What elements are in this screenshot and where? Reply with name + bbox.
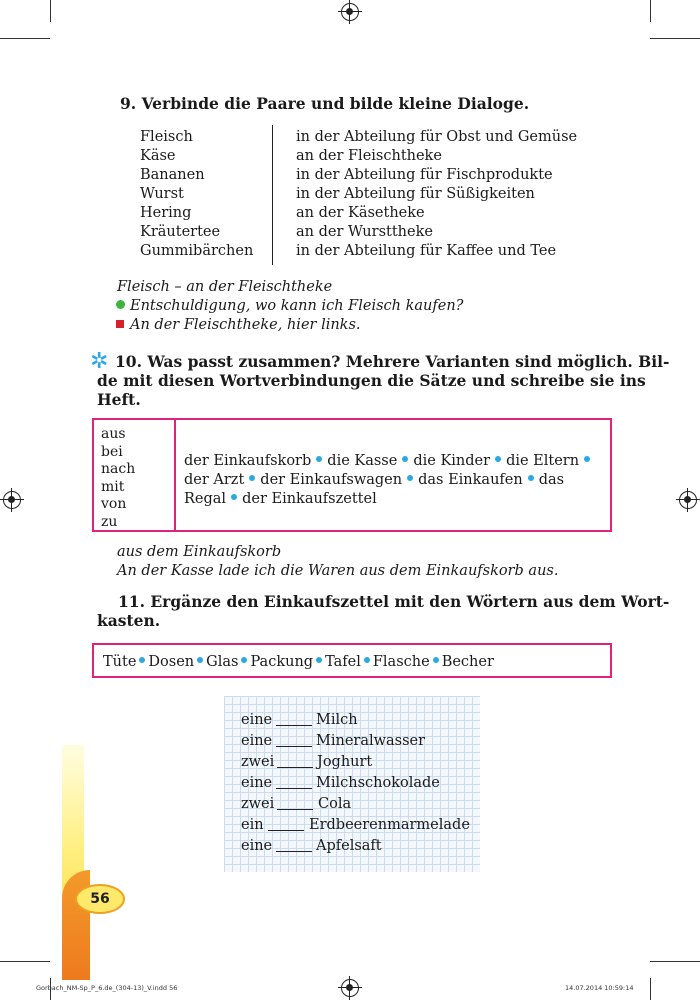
word-box [92,643,612,678]
word-item: Tafel [325,654,361,670]
asterisk-star-icon: ✲ [90,349,109,374]
list-noun: Milchschokolade [316,775,440,791]
crop-mark [650,0,651,22]
preposition-item: nach [101,461,136,477]
registration-mark-icon [341,979,359,997]
preposition-item: aus [101,426,126,442]
word-item: Packung [250,654,314,670]
blue-dot-separator-icon [433,657,439,663]
red-square-bullet-icon [116,320,124,328]
list-article: eine [241,775,273,791]
blue-dot-separator-icon [316,456,322,462]
list-noun: Joghurt [317,754,373,770]
noun-item: die Kasse [327,453,398,469]
noun-item: der Einkaufskorb [184,453,312,469]
pairs-divider [272,125,273,265]
word-item: Dosen [148,654,195,670]
green-bullet-icon [116,300,125,309]
fill-in-blank[interactable] [276,725,312,726]
list-article: eine [241,733,273,749]
pair-left-item: Wurst [140,186,184,202]
pairs-right-column [296,128,577,261]
list-noun: Cola [318,796,352,812]
prepositions-column [94,420,176,530]
crop-mark [650,38,700,39]
blue-dot-separator-icon [495,456,501,462]
list-article: eine [241,838,273,854]
exercise-10-heading-line2: de mit diesen Wortverbindungen die Sätze und schreibe sie ins [97,371,646,390]
list-noun: Milch [316,712,358,728]
word-item: Tüte [103,654,137,670]
crop-mark [650,961,700,962]
registration-mark-icon [679,491,697,509]
page-number-badge: 56 [75,884,125,914]
pair-left-item: Bananen [140,167,205,183]
preposition-item: zu [101,513,118,530]
pair-right-item: in der Abteilung für Kaffee und Tee [296,243,557,259]
nouns-column [184,452,608,509]
blue-dot-separator-icon [364,657,370,663]
fill-in-blank[interactable] [268,830,304,831]
dialogue-question-text: Entschuldigung, wo kann ich Fleisch kaufen? [130,298,464,314]
pair-left-item: Hering [140,205,192,221]
pair-right-item: an der Fleischtheke [296,148,442,164]
blue-dot-separator-icon [584,456,590,462]
preposition-item: mit [101,478,125,495]
crop-mark [0,38,50,39]
dialogue-question [116,297,463,316]
exercise-10-heading-line1: 10. Was passt zusammen? Mehrere Varianten sind möglich. Bil- [115,352,670,371]
fill-in-blank[interactable] [276,851,312,852]
list-article: zwei [241,754,275,770]
blue-dot-separator-icon [407,475,413,481]
fill-in-blank[interactable] [276,746,312,747]
pair-right-item: an der Käsetheke [296,205,425,221]
blue-dot-separator-icon [241,657,247,663]
pair-left-item: Fleisch [140,129,193,145]
exercise-10-example-line2: An der Kasse lade ich die Waren aus dem Einkaufskorb aus. [117,563,559,579]
fill-in-blank[interactable] [277,767,313,768]
list-noun: Mineralwasser [316,733,426,749]
pair-left-item: Käse [140,148,176,164]
preposition-item: von [101,496,127,512]
exercise-9-heading: 9. Verbinde die Paare und bilde kleine Dialoge. [120,94,530,113]
noun-item: das Einkaufen [418,472,523,488]
pair-right-item: in der Abteilung für Süßigkeiten [296,186,535,202]
pair-left-item: Kräutertee [140,224,221,240]
blue-dot-separator-icon [231,494,237,500]
fill-in-blank[interactable] [276,788,312,789]
pair-right-item: an der Wursttheke [296,224,433,240]
pair-right-item: in der Abteilung für Fischprodukte [296,167,553,183]
dialogue-answer [116,316,361,335]
exercise-11-heading-line2: kasten. [97,611,161,630]
word-item: Becher [441,654,494,670]
crop-mark [50,0,51,22]
word-item: Flasche [372,654,430,670]
list-noun: Apfelsaft [316,838,382,854]
list-article: ein [241,817,264,833]
dialogue-answer-text: An der Fleischtheke, hier links. [130,317,361,333]
crop-mark [0,961,50,962]
exercise-10-heading-line3: Heft. [97,390,141,409]
noun-item: der Einkaufszettel [242,491,377,507]
pair-right-item: in der Abteilung für Obst und Gemüse [296,129,578,145]
noun-item: der Arzt [184,472,245,488]
footer-file-info: Gorbach_NM-Sp_P_6.de_(304-13)_V.indd 56 [36,984,178,992]
word-combination-box [92,418,612,532]
blue-dot-separator-icon [528,475,534,481]
footer-timestamp: 14.07.2014 10:59:14 [565,984,634,992]
fill-in-blank[interactable] [277,809,313,810]
exercise-10-example-line1: aus dem Einkaufskorb [117,544,282,560]
list-noun: Erdbeerenmarmelade [309,817,470,833]
blue-dot-separator-icon [316,657,322,663]
preposition-item: bei [101,443,123,460]
noun-item: die Kinder [413,453,491,469]
blue-dot-separator-icon [139,657,145,663]
noun-item: das Regal [184,472,565,507]
blue-dot-separator-icon [402,456,408,462]
pair-left-item: Gummibärchen [140,243,254,259]
crop-mark [650,978,651,1000]
registration-mark-icon [3,491,21,509]
blue-dot-separator-icon [197,657,203,663]
exercise-11-heading-line1: 11. Ergänze den Einkaufszettel mit den Wörtern aus dem Wort- [118,592,670,611]
list-article: zwei [241,796,275,812]
example-title: Fleisch – an der Fleischtheke [117,279,333,295]
word-item: Glas [206,654,239,670]
noun-item: die Eltern [506,453,580,469]
noun-item: der Einkaufswagen [260,472,403,488]
list-article: eine [241,712,273,728]
blue-dot-separator-icon [249,475,255,481]
registration-mark-icon [341,3,359,21]
pairs-left-column [140,128,253,261]
